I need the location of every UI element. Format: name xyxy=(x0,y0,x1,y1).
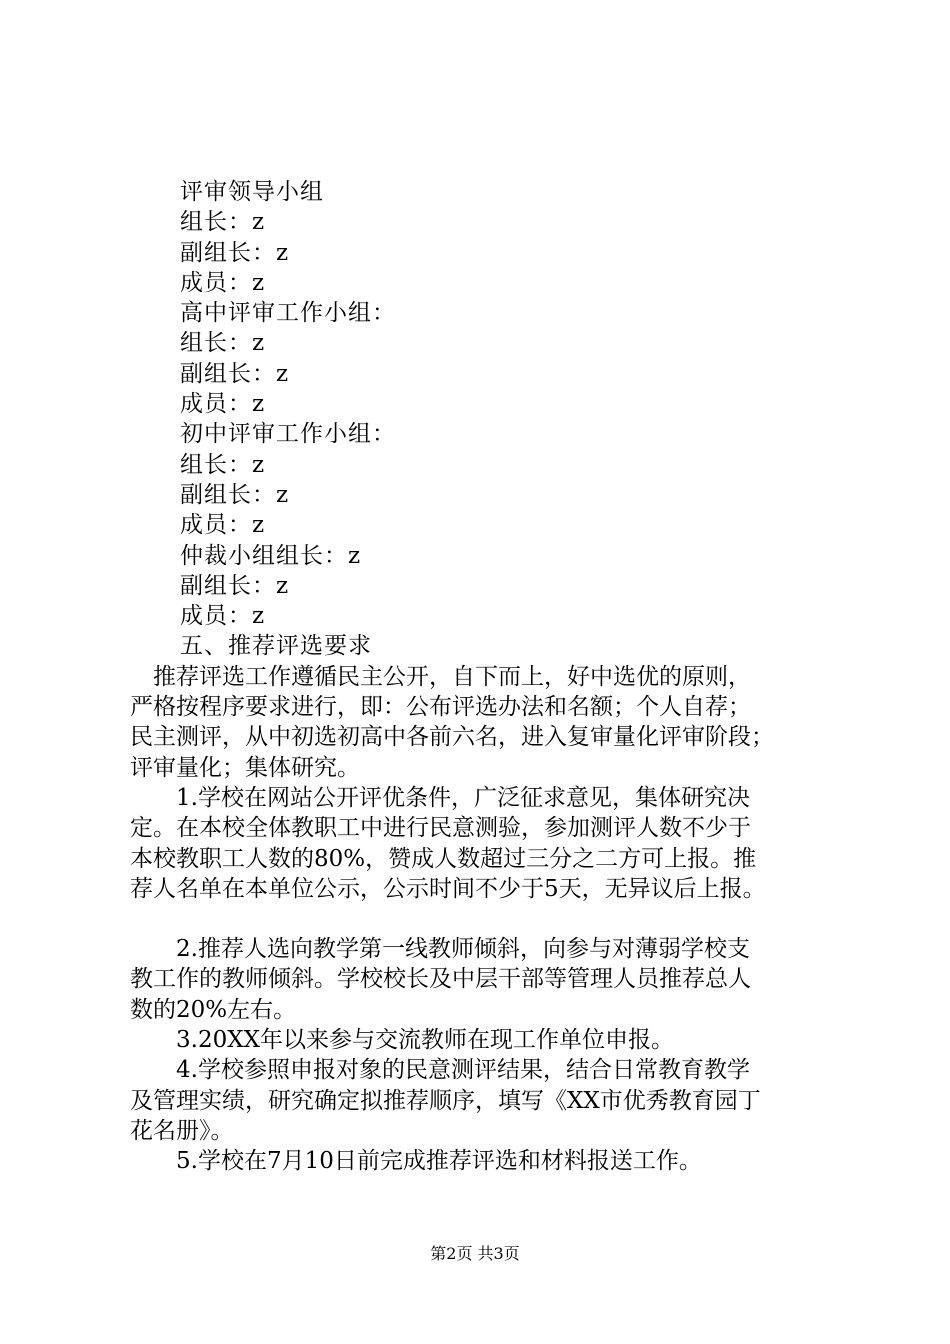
list-line: 初中评审工作小组： xyxy=(180,421,396,448)
paragraph-gap xyxy=(130,904,850,934)
committee-list xyxy=(130,177,850,662)
list-line: 组长：z xyxy=(180,209,266,236)
intro-paragraph xyxy=(130,662,850,783)
section-heading: 五、推荐评选要求 xyxy=(180,633,372,660)
paragraph-line: 定。在本校全体教职工中进行民意测验，参加测评人数不少于 xyxy=(130,815,751,842)
document-body xyxy=(130,177,850,1177)
list-line: 组长：z xyxy=(180,330,266,357)
list-line: 评审领导小组 xyxy=(180,179,324,205)
page-number-footer: 第2页 共3页 xyxy=(430,1244,520,1263)
item-1-paragraph xyxy=(130,783,850,904)
list-line: 副组长：z xyxy=(180,360,290,387)
item-3-paragraph xyxy=(130,1025,850,1055)
paragraph-line: 5.学校在7月10日前完成推荐评选和材料报送工作。 xyxy=(130,1148,702,1175)
paragraph-line: 及管理实绩，研究确定拟推荐顺序，填写《XX市优秀教育园丁 xyxy=(130,1087,761,1114)
list-line: 高中评审工作小组： xyxy=(180,300,396,327)
paragraph-line: 数的20%左右。 xyxy=(130,996,297,1023)
list-line: 成员：z xyxy=(180,603,266,630)
item-5-paragraph xyxy=(130,1146,850,1176)
list-line: 组长：z xyxy=(180,451,266,478)
list-line: 成员：z xyxy=(180,512,266,539)
paragraph-line: 严格按程序要求进行，即：公布评选办法和名额；个人自荐； xyxy=(130,694,751,721)
paragraph-line: 教工作的教师倾斜。学校校长及中层干部等管理人员推荐总人 xyxy=(130,966,751,993)
paragraph-line: 荐人名单在本单位公示，公示时间不少于5天，无异议后上报。 xyxy=(130,875,766,902)
paragraph-line: 1.学校在网站公开评优条件，广泛征求意见，集体研究决 xyxy=(130,784,750,811)
list-line: 成员：z xyxy=(180,391,266,418)
list-line: 仲裁小组组长：z xyxy=(180,542,362,569)
item-4-paragraph xyxy=(130,1055,850,1146)
list-line: 副组长：z xyxy=(180,572,290,599)
paragraph-line: 2.推荐人选向教学第一线教师倾斜，向参与对薄弱学校支 xyxy=(130,936,750,963)
paragraph-line: 推荐评选工作遵循民主公开，自下而上，好中选优的原则， xyxy=(130,663,751,690)
list-line: 副组长：z xyxy=(180,481,290,508)
paragraph-line: 评审量化；集体研究。 xyxy=(130,754,360,781)
item-2-paragraph xyxy=(130,934,850,1025)
paragraph-line: 4.学校参照申报对象的民意测评结果，结合日常教育教学 xyxy=(130,1057,750,1084)
paragraph-line: 3.20XX年以来参与交流教师在现工作单位申报。 xyxy=(130,1027,674,1054)
paragraph-line: 本校教职工人数的80%，赞成人数超过三分之二方可上报。推 xyxy=(130,845,757,872)
list-line: 成员：z xyxy=(180,269,266,296)
paragraph-line: 花名册》。 xyxy=(130,1117,234,1144)
list-line: 副组长：z xyxy=(180,239,290,266)
paragraph-line: 民主测评，从中初选初高中各前六名，进入复审量化评审阶段； xyxy=(130,724,774,751)
